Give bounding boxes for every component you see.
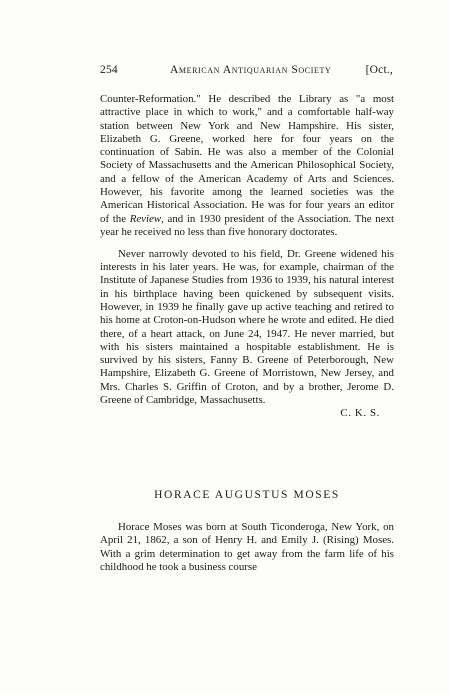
paragraph-text: , and in 1930 president of the Association. The next year he received no less than five honorary doctorates. [100,212,395,238]
paragraph-text: Counter-Reformation." He described the Library as "a most attractive place in which to work," and a comfortable half-way station between New York and New Hampshire. His sister, Elizabeth G. Greene, worked here for four years on the continuation of Sabin. He was also a member of the Colonial Society of Massachusetts and the American Philosophical Society, and a fellow of the American Academy of Arts and Sciences. However, his favorite among the learned societies was the American Historical Association. He was for four years an editor of the [100,93,394,225]
journal-title-italic: Review [129,212,162,225]
greene-obituary-text [100,93,394,421]
moses-obituary-text [100,521,394,574]
paragraph: Horace Moses was born at South Ticonderoga, New York, on April 21, 1862, a son of Henry H. and Emily J. (Rising) Moses. With a grim determination to get away from the farm life of his childhood he took a business course [100,521,394,573]
running-title: American Antiquarian Society [170,64,332,76]
page-number: 254 [100,64,118,76]
date-mark: [Oct., [365,64,393,76]
paragraph: Never narrowly devoted to his field, Dr. Greene widened his interests in his later years. He was, for example, chairman of the Institute of Japanese Studies from 1936 to 1939, his natural interest in his birthplace having been quickened by subsequent visits. However, in 1939 he finally gave up active teaching and retired to his home at Croton-on-Hudson where he wrote and edited. He died there, of a heart attack, on June 24, 1947. He never married, but with his sisters maintained a hospitable establishment. He is survived by his sisters, Fanny B. Greene of Peterborough, New Hampshire, Elizabeth G. Greene of Morristown, New Jersey, and Mrs. Charles S. Griffin of Croton, and by a brother, Jerome D. Greene of Cambridge, Massachusetts. [100,247,394,407]
paragraph-continued [100,93,394,239]
section-heading: HORACE AUGUSTUS MOSES [154,489,340,501]
author-initials: C. K. S. [340,407,380,420]
